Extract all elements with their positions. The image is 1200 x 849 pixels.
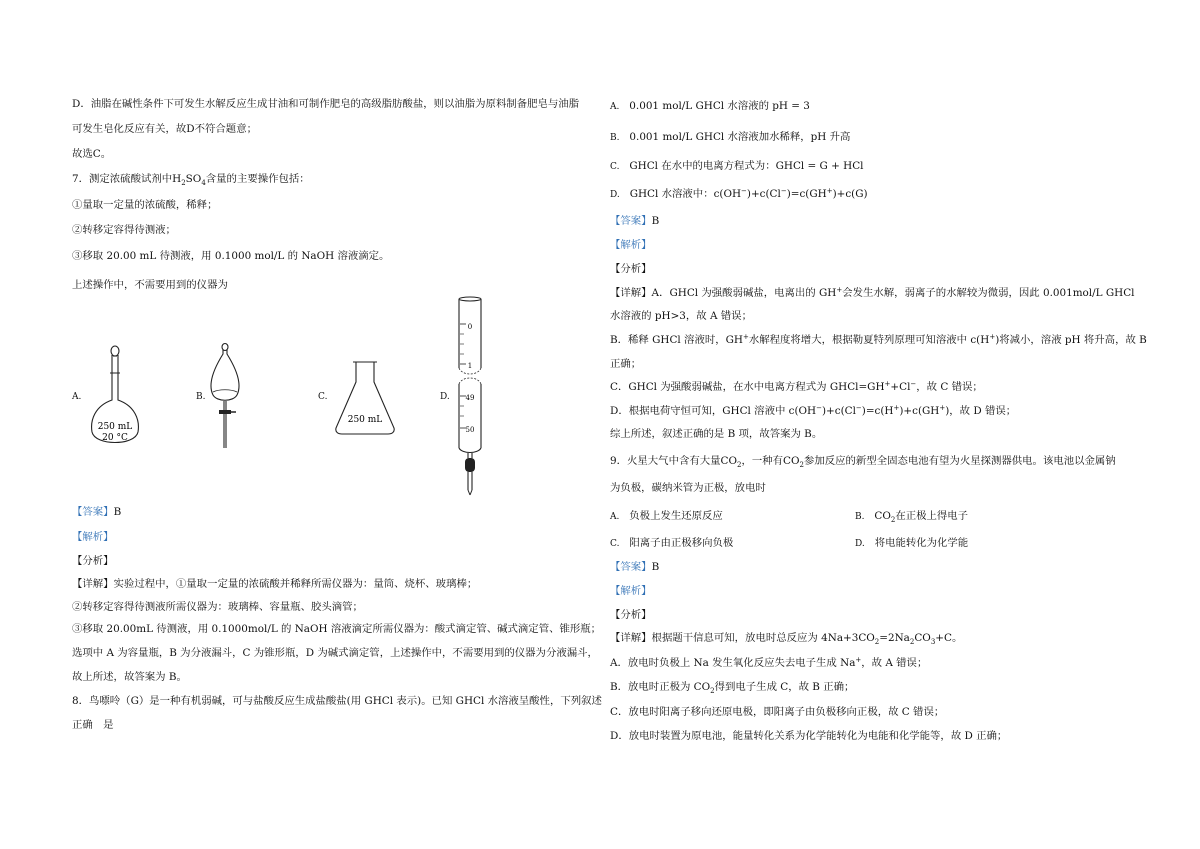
option-label: C. bbox=[610, 162, 620, 172]
text: C．GHCl 为强酸弱碱盐，在水中电离方程式为 GHCl=GH bbox=[610, 381, 885, 393]
option-b-label: B. bbox=[196, 392, 206, 402]
option-text: GHCl 水溶液中：c(OH bbox=[629, 188, 742, 200]
option-label: A. bbox=[610, 102, 620, 112]
paragraph: 故上所述，故答案为 B。 bbox=[72, 671, 187, 683]
paragraph: D．油脂在碱性条件下可发生水解反应生成甘油和可制作肥皂的高级脂肪酸盐，则以油脂为原料制备肥皂与油脂 bbox=[72, 98, 580, 110]
paragraph: 正确； bbox=[610, 358, 642, 370]
text: )+c(GH bbox=[899, 405, 940, 417]
option-a bbox=[610, 99, 810, 114]
paragraph bbox=[610, 631, 962, 646]
burette-mark: 49 bbox=[465, 394, 475, 402]
subscript: 4 bbox=[201, 179, 206, 187]
paragraph bbox=[610, 380, 983, 395]
text: )=c(H bbox=[861, 405, 894, 417]
text: =2Na bbox=[879, 632, 910, 644]
superscript: + bbox=[989, 333, 996, 341]
option-text: 0.001 mol/L GHCl 水溶液的 pH = 3 bbox=[629, 100, 810, 112]
formula-part: H bbox=[172, 173, 182, 185]
option-label: B. bbox=[610, 133, 620, 143]
subscript: 2 bbox=[710, 687, 715, 695]
superscript: − bbox=[780, 187, 787, 195]
question-7-stem bbox=[72, 172, 310, 187]
superscript: + bbox=[884, 380, 891, 388]
superscript: + bbox=[939, 404, 946, 412]
superscript: + bbox=[826, 187, 833, 195]
subscript: 2 bbox=[874, 638, 880, 646]
answer-label: 【答案】 bbox=[610, 215, 652, 227]
superscript: − bbox=[816, 404, 822, 412]
option-d bbox=[855, 536, 968, 551]
text: 含量的主要操作包括： bbox=[205, 173, 310, 185]
paragraph: 【详解】实验过程中，①量取一定量的浓硫酸并稀释所需仪器为：量筒、烧杯、玻璃棒； bbox=[72, 578, 478, 590]
answer-line bbox=[610, 560, 659, 574]
text: A．放电时负极上 Na 发生氧化反应失去电子生成 Na bbox=[610, 657, 856, 669]
burette-mark: 50 bbox=[465, 426, 475, 434]
paragraph bbox=[610, 656, 927, 671]
flask-temperature-label: 20 °C bbox=[102, 433, 128, 443]
text: 得到电子生成 C，故 B 正确； bbox=[714, 681, 855, 693]
option-label: C. bbox=[610, 539, 620, 549]
paragraph bbox=[610, 680, 854, 695]
answer-value: B bbox=[651, 561, 660, 573]
conical-flask-icon bbox=[330, 358, 400, 440]
answer-value: B bbox=[651, 215, 660, 227]
paragraph: ③移取 20.00mL 待测液，用 0.1000mol/L 的 NaOH 溶液滴定所需仪器为：酸式滴定管、碱式滴定管、锥形瓶； bbox=[72, 623, 602, 635]
option-text: )+c(Cl bbox=[746, 188, 781, 200]
text: B．稀释 GHCl 溶液时，GH bbox=[610, 334, 743, 346]
answer-line bbox=[610, 214, 659, 228]
subscript: 2 bbox=[890, 516, 896, 524]
option-label: D. bbox=[610, 190, 620, 200]
text: )将减小，溶液 pH 将升高，故 B bbox=[995, 334, 1147, 346]
analysis-subheading: 【分析】 bbox=[610, 609, 652, 621]
paragraph: 综上所述，叙述正确的是 B 项，故答案为 B。 bbox=[610, 428, 823, 440]
option-d-label: D. bbox=[440, 392, 450, 402]
question-7-ask: 上述操作中，不需要用到的仪器为 bbox=[72, 279, 228, 291]
volumetric-flask-icon bbox=[85, 340, 145, 455]
subscript: 2 bbox=[799, 461, 804, 469]
text: ，故 C 错误； bbox=[916, 381, 983, 393]
formula: CO bbox=[874, 510, 891, 522]
option-d bbox=[610, 187, 868, 202]
analysis-subheading: 【分析】 bbox=[610, 263, 652, 275]
superscript: + bbox=[855, 656, 862, 664]
option-text: )=c(GH bbox=[786, 188, 827, 200]
superscript: + bbox=[742, 333, 749, 341]
subscript: 2 bbox=[737, 461, 742, 469]
text: ，故 A 错误； bbox=[861, 657, 928, 669]
option-text: 在正极上得电子 bbox=[895, 510, 969, 522]
analysis-label: 【解析】 bbox=[610, 239, 652, 251]
option-text: 阳离子由正极移向负极 bbox=[629, 537, 734, 549]
superscript: − bbox=[910, 380, 917, 388]
superscript: + bbox=[836, 286, 843, 294]
question-8-stem: 正确 是 bbox=[72, 719, 114, 731]
option-a bbox=[610, 509, 723, 524]
option-label: A. bbox=[610, 512, 620, 522]
text: +C。 bbox=[935, 632, 963, 644]
option-b bbox=[855, 509, 968, 524]
text: 【详解】根据题干信息可知，放电时总反应为 4Na+3CO bbox=[610, 632, 875, 644]
paragraph: ②转移定容得待测液所需仪器为：玻璃棒、容量瓶、胶头滴管； bbox=[72, 601, 363, 613]
question-9-stem: 为负极，碳纳米管为正极，放电时 bbox=[610, 482, 766, 494]
step-1: ①量取一定量的浓硫酸，稀释； bbox=[72, 199, 218, 211]
paragraph: 故选C。 bbox=[72, 148, 112, 160]
analysis-subheading: 【分析】 bbox=[72, 555, 114, 567]
text: 7．测定浓硫酸试剂中 bbox=[72, 173, 173, 185]
option-label: D. bbox=[855, 539, 865, 549]
formula: CO bbox=[720, 455, 737, 467]
paragraph: C．放电时阳离子移向还原电极，即阳离子由负极移向正极，故 C 错误； bbox=[610, 706, 945, 718]
burette-mark: 1 bbox=[467, 362, 473, 370]
step-3: ③移取 20.00 mL 待测液，用 0.1000 mol/L 的 NaOH 溶液滴定。 bbox=[72, 250, 390, 262]
answer-value: B bbox=[113, 506, 122, 518]
step-2: ②转移定容得待测液； bbox=[72, 224, 176, 236]
conical-volume-label: 250 mL bbox=[347, 415, 383, 425]
option-a-label: A. bbox=[72, 392, 82, 402]
text: )，故 D 错误； bbox=[945, 405, 1017, 417]
option-text: 0.001 mol/L GHCl 水溶液加水稀释，pH 升高 bbox=[629, 131, 851, 143]
burette-mark: 0 bbox=[467, 323, 473, 331]
option-c bbox=[610, 159, 864, 174]
option-b bbox=[610, 130, 850, 145]
option-label: B. bbox=[855, 512, 865, 522]
option-c-label: C. bbox=[318, 392, 328, 402]
text: 水解程度将增大，根据勒夏特列原理可知溶液中 c(H bbox=[748, 334, 990, 346]
text: D．根据电荷守恒可知，GHCl 溶液中 c(OH bbox=[610, 405, 817, 417]
option-text: GHCl 在水中的电离方程式为：GHCl = G + HCl bbox=[629, 160, 864, 172]
text: )+c(Cl bbox=[821, 405, 856, 417]
paragraph: D．放电时装置为原电池，能量转化关系为化学能转化为电能和化学能等，故 D 正确； bbox=[610, 730, 1008, 742]
option-text: )+c(G) bbox=[832, 188, 868, 200]
subscript: 3 bbox=[930, 638, 936, 646]
text: +Cl bbox=[890, 381, 911, 393]
question-8-stem: 8．鸟嘌呤（G）是一种有机弱碱，可与盐酸反应生成盐酸盐(用 GHCl 表示)。已知 GHCl 水溶液呈酸性，下列叙述 bbox=[72, 695, 602, 707]
paragraph: 水溶液的 pH>3，故 A 错误； bbox=[610, 310, 752, 322]
superscript: + bbox=[893, 404, 900, 412]
analysis-label: 【解析】 bbox=[610, 585, 652, 597]
text: 会发生水解，弱离子的水解较为微弱，因此 0.001mol/L GHCl bbox=[842, 287, 1135, 299]
option-c bbox=[610, 536, 733, 551]
formula: CO bbox=[783, 455, 800, 467]
formula-part: SO bbox=[185, 173, 202, 185]
text: B．放电时正极为 CO bbox=[610, 681, 711, 693]
analysis-label: 【解析】 bbox=[72, 531, 114, 543]
burette-icon bbox=[450, 296, 490, 498]
superscript: − bbox=[855, 404, 862, 412]
superscript: − bbox=[741, 187, 747, 195]
paragraph bbox=[610, 286, 1134, 301]
text: ，一种有 bbox=[741, 455, 784, 467]
option-text: 负极上发生还原反应 bbox=[629, 510, 723, 522]
text: 【详解】A．GHCl 为强酸弱碱盐，电离出的 GH bbox=[610, 287, 837, 299]
subscript: 2 bbox=[181, 179, 186, 187]
text: 9．火星大气中含有大量 bbox=[610, 455, 721, 467]
option-text: 将电能转化为化学能 bbox=[874, 537, 969, 549]
paragraph bbox=[610, 333, 1147, 348]
text: 参加反应的新型全固态电池有望为火星探测器供电。该电池以金属钠 bbox=[803, 455, 1116, 467]
paragraph bbox=[610, 404, 1016, 419]
answer-line bbox=[72, 505, 121, 519]
paragraph: 选项中 A 为容量瓶，B 为分液漏斗，C 为锥形瓶，D 为碱式滴定管，上述操作中，不需要用到的仪器为分液漏斗， bbox=[72, 647, 598, 659]
answer-label: 【答案】 bbox=[610, 561, 652, 573]
formula bbox=[172, 173, 206, 185]
separatory-funnel-icon bbox=[205, 340, 245, 455]
paragraph: 可发生皂化反应有关，故D不符合题意； bbox=[72, 123, 257, 135]
subscript: 2 bbox=[909, 638, 915, 646]
flask-volume-label: 250 mL bbox=[97, 422, 133, 432]
text: CO bbox=[914, 632, 931, 644]
question-9-stem bbox=[610, 454, 1116, 469]
answer-label: 【答案】 bbox=[72, 506, 114, 518]
